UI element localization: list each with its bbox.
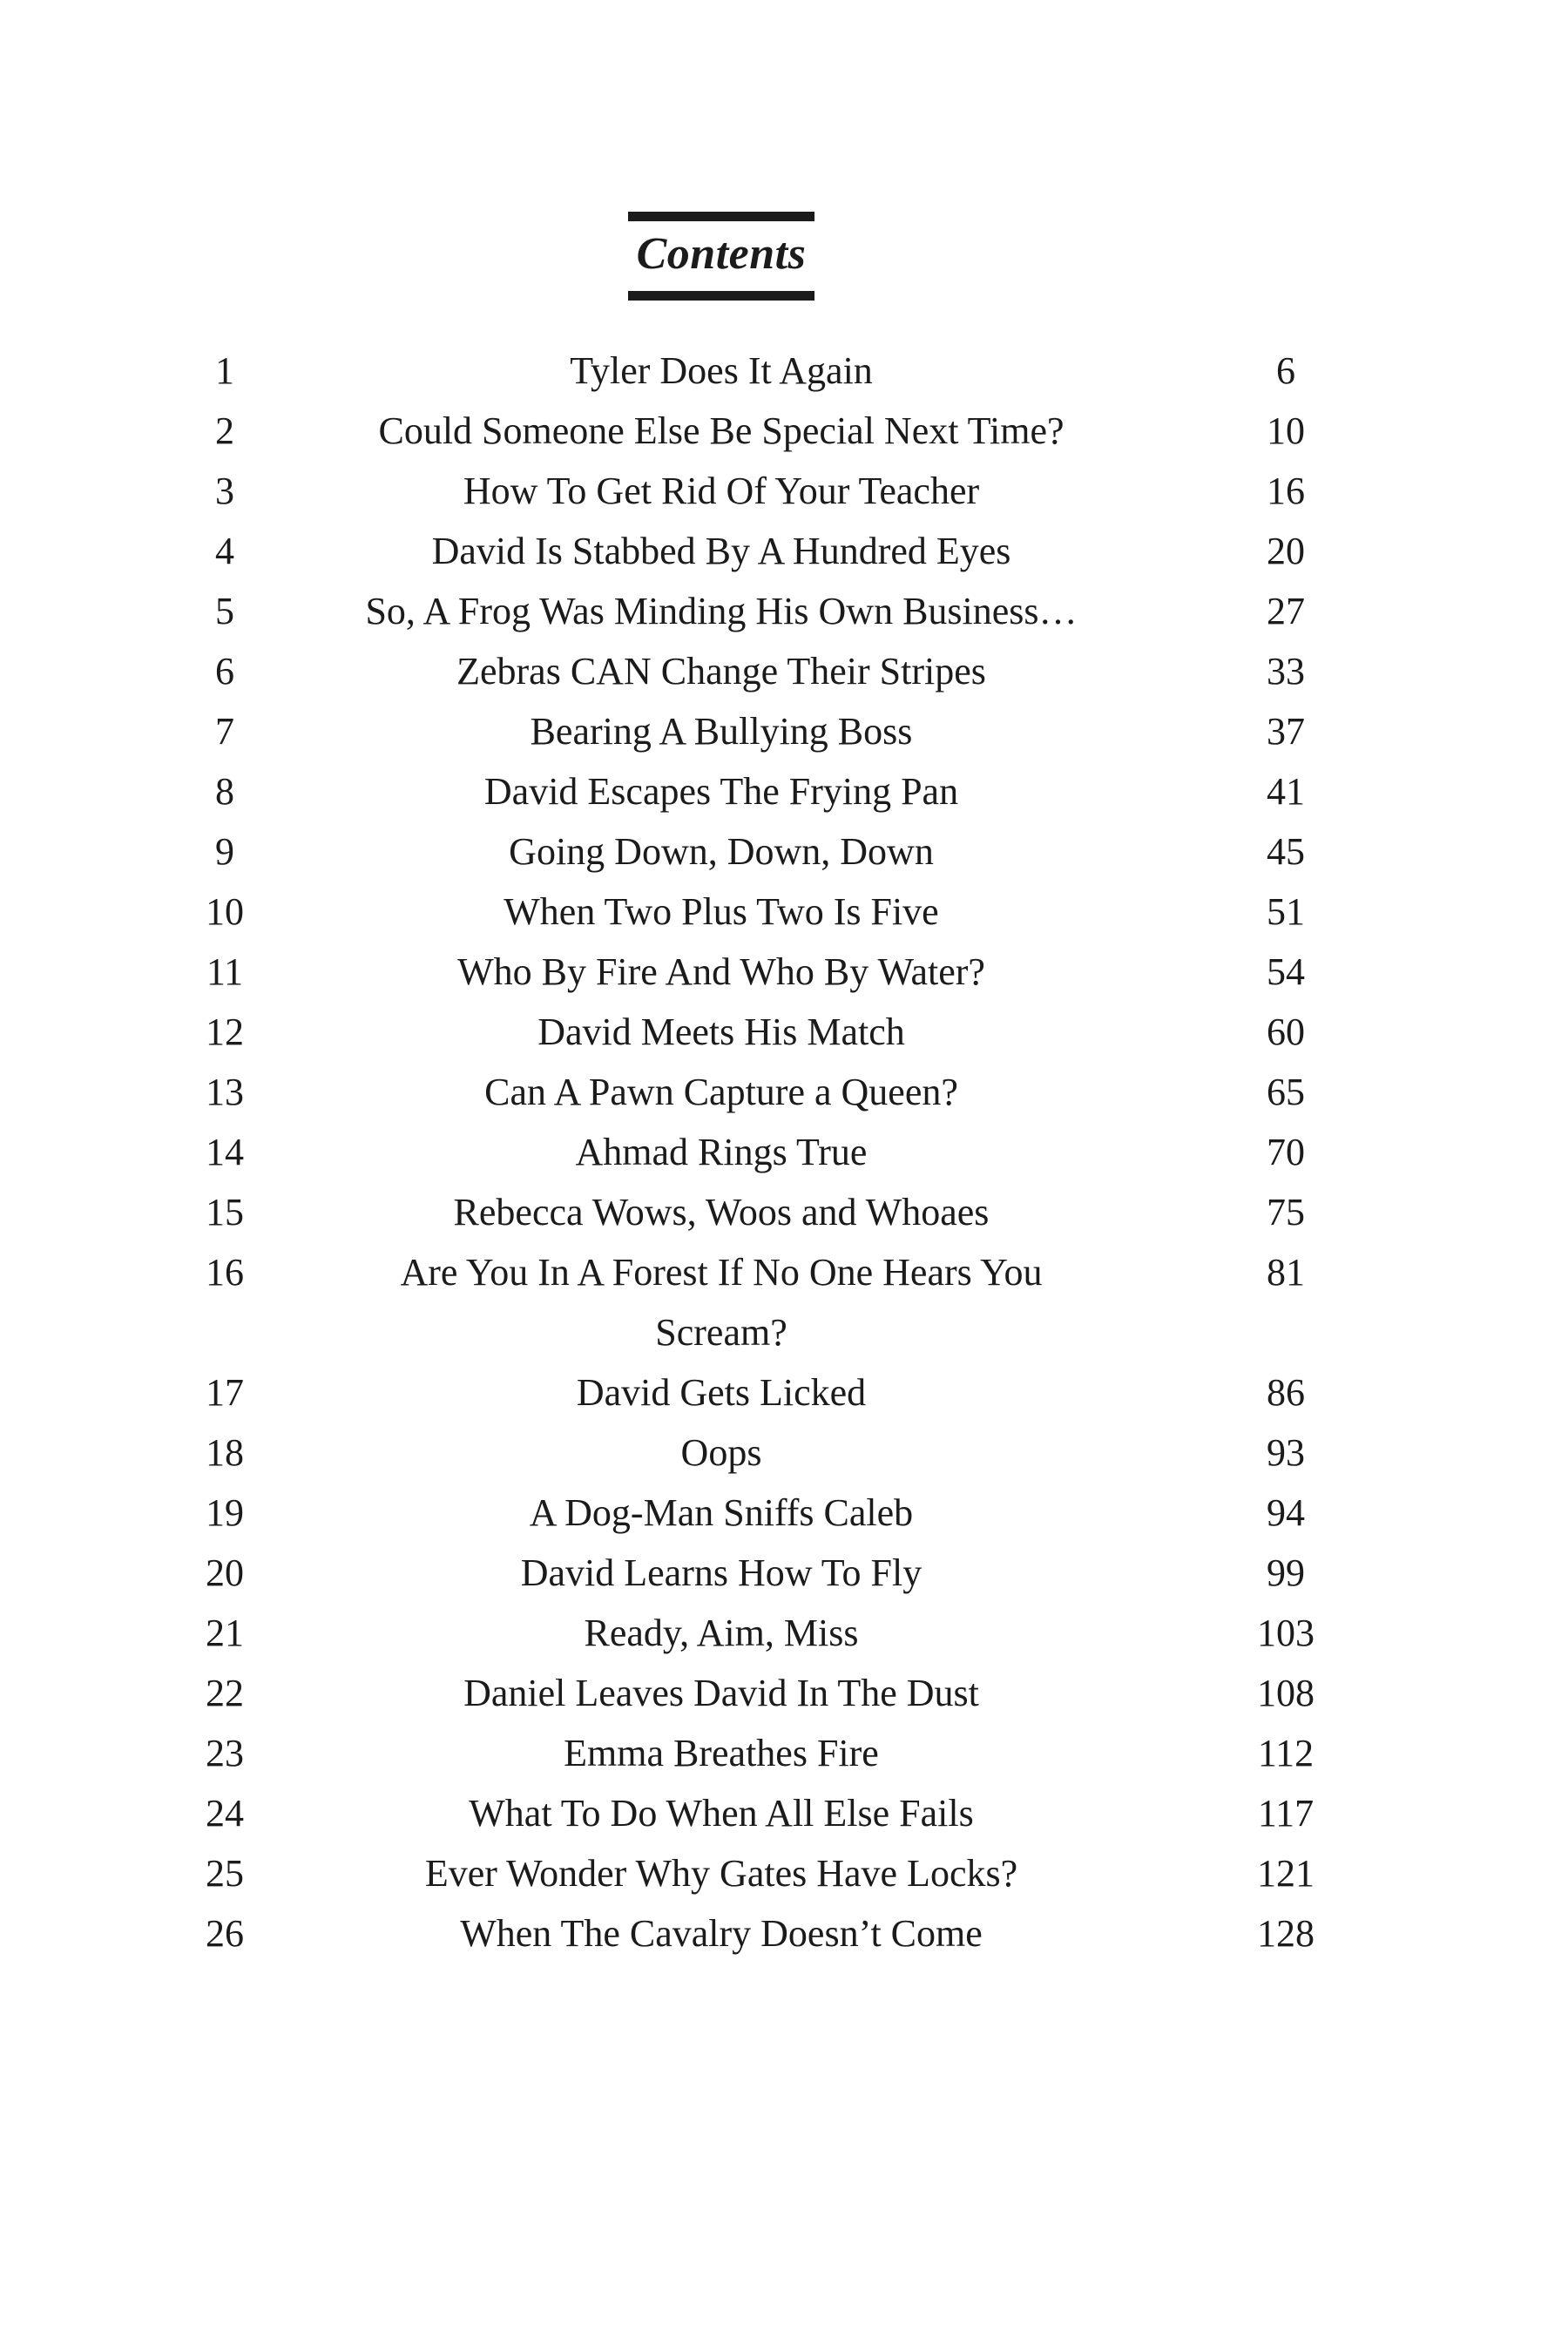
page-number: 60 bbox=[1267, 1010, 1305, 1053]
page-number: 121 bbox=[1257, 1852, 1315, 1895]
chapter-number: 13 bbox=[206, 1071, 244, 1113]
toc-row bbox=[164, 1002, 1415, 1062]
chapter-title: Rebecca Wows, Woos and Whoaes bbox=[453, 1191, 990, 1233]
toc-row bbox=[164, 1362, 1415, 1423]
chapter-title: Emma Breathes Fire bbox=[564, 1732, 879, 1774]
toc-row bbox=[164, 942, 1415, 1002]
chapter-title-cell bbox=[286, 1903, 1157, 1963]
chapter-number: 26 bbox=[206, 1912, 244, 1955]
chapter-title: David Learns How To Fly bbox=[520, 1551, 923, 1594]
chapter-title: Bearing A Bullying Boss bbox=[530, 710, 913, 753]
chapter-title: So, A Frog Was Minding His Own Business… bbox=[365, 590, 1078, 632]
heading-wrap bbox=[286, 0, 1157, 301]
page-number: 86 bbox=[1267, 1371, 1305, 1414]
page-number: 20 bbox=[1267, 530, 1305, 572]
page-number: 65 bbox=[1267, 1071, 1305, 1113]
toc-row bbox=[164, 1483, 1415, 1543]
chapter-number: 22 bbox=[206, 1672, 244, 1714]
chapter-title: Daniel Leaves David In The Dust bbox=[463, 1672, 979, 1714]
page-number: 10 bbox=[1267, 409, 1305, 452]
chapter-title-cell bbox=[286, 1182, 1157, 1242]
chapter-title: How To Get Rid Of Your Teacher bbox=[463, 470, 980, 512]
page-number: 117 bbox=[1257, 1792, 1315, 1835]
chapter-title-cell bbox=[286, 761, 1157, 821]
chapter-title-cell bbox=[286, 1723, 1157, 1783]
chapter-title: David Is Stabbed By A Hundred Eyes bbox=[431, 530, 1011, 572]
toc-row bbox=[164, 581, 1415, 641]
toc-row bbox=[164, 821, 1415, 882]
chapter-number: 1 bbox=[215, 349, 234, 392]
chapter-title-cell bbox=[286, 1122, 1157, 1182]
chapter-number: 11 bbox=[206, 950, 244, 993]
chapter-title-cell bbox=[286, 1362, 1157, 1423]
chapter-title-cell bbox=[286, 641, 1157, 701]
chapter-title: Ever Wonder Why Gates Have Locks? bbox=[424, 1852, 1018, 1895]
toc-row bbox=[164, 1783, 1415, 1843]
toc-row bbox=[164, 1723, 1415, 1783]
chapter-title: Are You In A Forest If No One Hears You Scream? bbox=[400, 1251, 1043, 1354]
chapter-title-cell bbox=[286, 1603, 1157, 1663]
chapter-number: 16 bbox=[206, 1251, 244, 1294]
page-number: 51 bbox=[1267, 890, 1305, 933]
toc-row bbox=[164, 1843, 1415, 1903]
toc-row bbox=[164, 1543, 1415, 1603]
page-number: 112 bbox=[1257, 1732, 1315, 1774]
chapter-number: 21 bbox=[206, 1612, 244, 1654]
toc-row bbox=[164, 401, 1415, 461]
chapter-number: 2 bbox=[215, 409, 234, 452]
chapter-number: 4 bbox=[215, 530, 234, 572]
toc-row bbox=[164, 1663, 1415, 1723]
page-number: 54 bbox=[1267, 950, 1305, 993]
page-number: 16 bbox=[1267, 470, 1305, 512]
chapter-title: Who By Fire And Who By Water? bbox=[457, 950, 985, 993]
toc-row bbox=[164, 1603, 1415, 1663]
chapter-title: Could Someone Else Be Special Next Time? bbox=[378, 409, 1064, 452]
chapter-title: When Two Plus Two Is Five bbox=[504, 890, 939, 933]
page-number: 75 bbox=[1267, 1191, 1305, 1233]
toc-row bbox=[164, 1903, 1415, 1963]
chapter-number: 8 bbox=[215, 770, 234, 813]
chapter-title-cell bbox=[286, 942, 1157, 1002]
chapter-title: David Escapes The Frying Pan bbox=[483, 770, 959, 813]
toc-row bbox=[164, 701, 1415, 761]
toc-row bbox=[164, 1182, 1415, 1242]
chapter-title: Ready, Aim, Miss bbox=[584, 1612, 859, 1654]
table-of-contents bbox=[164, 341, 1415, 1963]
chapter-title-cell bbox=[286, 581, 1157, 641]
chapter-title-cell bbox=[286, 1663, 1157, 1723]
chapter-title-cell bbox=[286, 821, 1157, 882]
chapter-title-cell bbox=[286, 521, 1157, 581]
chapter-title-cell bbox=[286, 401, 1157, 461]
chapter-title-cell bbox=[286, 701, 1157, 761]
page-number: 103 bbox=[1257, 1612, 1315, 1654]
chapter-number: 9 bbox=[215, 830, 234, 873]
chapter-title: When The Cavalry Doesn’t Come bbox=[460, 1912, 983, 1955]
page-number: 27 bbox=[1267, 590, 1305, 632]
chapter-title-cell bbox=[286, 1002, 1157, 1062]
page-number: 99 bbox=[1267, 1551, 1305, 1594]
toc-row bbox=[164, 641, 1415, 701]
chapter-title: Can A Pawn Capture a Queen? bbox=[484, 1071, 958, 1113]
toc-row bbox=[164, 761, 1415, 821]
chapter-title-cell bbox=[286, 1242, 1157, 1362]
toc-row bbox=[164, 341, 1415, 401]
page-number: 70 bbox=[1267, 1131, 1305, 1173]
chapter-number: 10 bbox=[206, 890, 244, 933]
chapter-number: 25 bbox=[206, 1852, 244, 1895]
page-title: Contents bbox=[628, 212, 815, 301]
chapter-title: What To Do When All Else Fails bbox=[469, 1792, 974, 1835]
chapter-number: 6 bbox=[215, 650, 234, 693]
chapter-number: 17 bbox=[206, 1371, 244, 1414]
chapter-number: 7 bbox=[215, 710, 234, 753]
chapter-title-cell bbox=[286, 1543, 1157, 1603]
chapter-title: Oops bbox=[680, 1431, 762, 1474]
toc-row bbox=[164, 1242, 1415, 1362]
toc-row bbox=[164, 882, 1415, 942]
chapter-number: 18 bbox=[206, 1431, 244, 1474]
chapter-title: Tyler Does It Again bbox=[570, 349, 873, 392]
chapter-title-cell bbox=[286, 341, 1157, 401]
chapter-number: 19 bbox=[206, 1491, 244, 1534]
page-number: 33 bbox=[1267, 650, 1305, 693]
page-number: 128 bbox=[1257, 1912, 1315, 1955]
chapter-title-cell bbox=[286, 461, 1157, 521]
chapter-title-cell bbox=[286, 1062, 1157, 1122]
chapter-title-cell bbox=[286, 1423, 1157, 1483]
chapter-number: 23 bbox=[206, 1732, 244, 1774]
chapter-title: Zebras CAN Change Their Stripes bbox=[456, 650, 986, 693]
page-number: 93 bbox=[1267, 1431, 1305, 1474]
page-number: 37 bbox=[1267, 710, 1305, 753]
toc-row bbox=[164, 461, 1415, 521]
toc-row bbox=[164, 1423, 1415, 1483]
page-number: 45 bbox=[1267, 830, 1305, 873]
page-number: 41 bbox=[1267, 770, 1305, 813]
page-number: 94 bbox=[1267, 1491, 1305, 1534]
toc-row bbox=[164, 1062, 1415, 1122]
chapter-title: David Gets Licked bbox=[576, 1371, 867, 1414]
chapter-number: 14 bbox=[206, 1131, 244, 1173]
chapter-title-cell bbox=[286, 1483, 1157, 1543]
chapter-title: A Dog-Man Sniffs Caleb bbox=[529, 1491, 914, 1534]
chapter-number: 5 bbox=[215, 590, 234, 632]
chapter-number: 12 bbox=[206, 1010, 244, 1053]
chapter-title: David Meets His Match bbox=[537, 1010, 905, 1053]
page-number: 81 bbox=[1267, 1251, 1305, 1294]
chapter-title-cell bbox=[286, 1843, 1157, 1903]
chapter-number: 3 bbox=[215, 470, 234, 512]
page-number: 6 bbox=[1276, 349, 1295, 392]
toc-row bbox=[164, 521, 1415, 581]
chapter-title: Ahmad Rings True bbox=[575, 1131, 868, 1173]
chapter-number: 15 bbox=[206, 1191, 244, 1233]
chapter-title-cell bbox=[286, 882, 1157, 942]
chapter-title: Going Down, Down, Down bbox=[509, 830, 934, 873]
chapter-number: 24 bbox=[206, 1792, 244, 1835]
chapter-title-cell bbox=[286, 1783, 1157, 1843]
page-number: 108 bbox=[1257, 1672, 1315, 1714]
chapter-number: 20 bbox=[206, 1551, 244, 1594]
toc-row bbox=[164, 1122, 1415, 1182]
